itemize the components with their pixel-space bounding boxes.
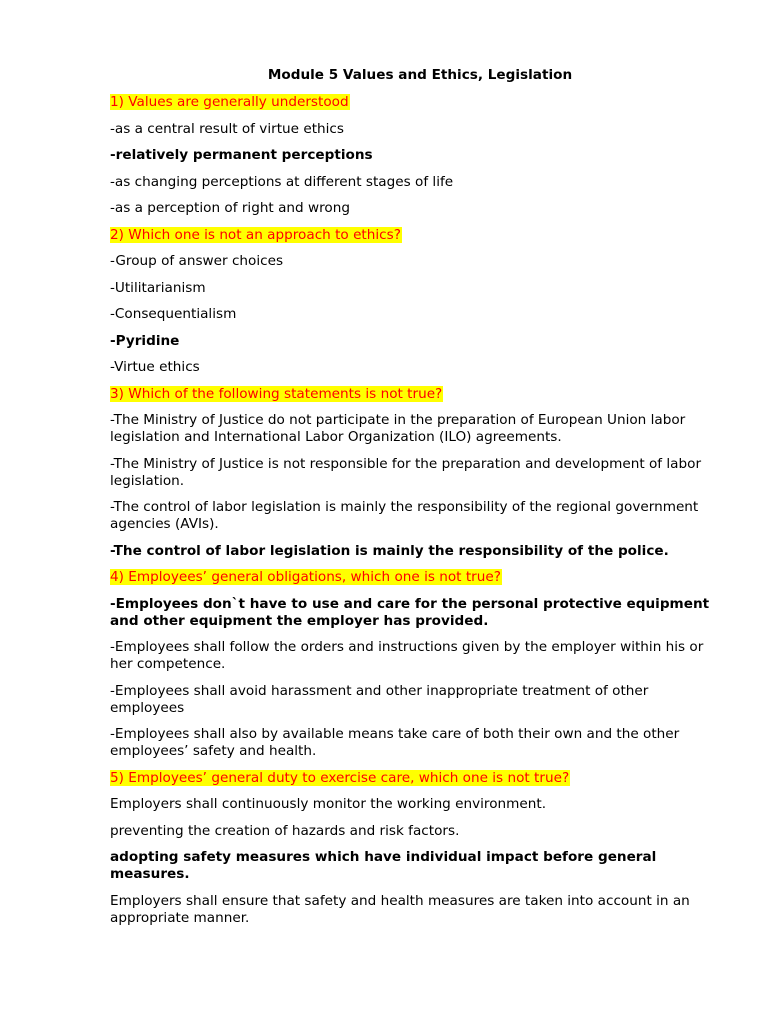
answer-option: -as a perception of right and wrong bbox=[110, 200, 350, 216]
question-list bbox=[110, 94, 720, 927]
answer-option: preventing the creation of hazards and risk factors. bbox=[110, 822, 460, 839]
answer-option: -Employees shall avoid harassment and other inappropriate treatment of other employees bbox=[110, 682, 649, 716]
question-text: 5) Employees’ general duty to exercise care, which one is not true? bbox=[110, 769, 570, 786]
question-1 bbox=[110, 94, 720, 111]
question-5 bbox=[110, 770, 720, 787]
question-text: 1) Values are generally understood bbox=[110, 94, 349, 110]
question-text: 4) Employees’ general obligations, which one is not true? bbox=[110, 569, 501, 585]
answer-option: -as a central result of virtue ethics bbox=[110, 120, 344, 137]
question-3 bbox=[110, 386, 720, 403]
document-page bbox=[110, 67, 720, 936]
answer-option: -The Ministry of Justice do not participate in the preparation of European Union labor legislation and International Labor Organization (ILO) agreements. bbox=[110, 412, 686, 445]
answer-option-marked: -Employees don`t have to use and care for the personal protective equipment and other equipment the employer has provided. bbox=[110, 595, 710, 629]
answer-option: -Utilitarianism bbox=[110, 279, 206, 296]
answer-option: Employers shall continuously monitor the working environment. bbox=[110, 796, 547, 812]
answer-option: -Consequentialism bbox=[110, 306, 237, 322]
question-text: 2) Which one is not an approach to ethics? bbox=[110, 226, 401, 243]
answer-option-marked: -The control of labor legislation is mainly the responsibility of the police. bbox=[110, 542, 669, 559]
answer-option-marked: adopting safety measures which have individual impact before general measures. bbox=[110, 849, 657, 882]
answer-option: -Group of answer choices bbox=[110, 253, 284, 269]
question-4 bbox=[110, 569, 720, 586]
answer-option: -The control of labor legislation is mainly the responsibility of the regional government agencies (AVIs). bbox=[110, 499, 699, 532]
answer-option: -Employees shall also by available means take care of both their own and the other employees’ safety and health. bbox=[110, 726, 680, 759]
answer-option: -as changing perceptions at different stages of life bbox=[110, 173, 454, 190]
question-2 bbox=[110, 227, 720, 244]
question-text: 3) Which of the following statements is not true? bbox=[110, 385, 443, 402]
answer-option: -Virtue ethics bbox=[110, 359, 200, 375]
answer-option: -The Ministry of Justice is not responsible for the preparation and development of labor legislation. bbox=[110, 455, 702, 489]
answer-option-marked: -relatively permanent perceptions bbox=[110, 147, 373, 163]
answer-option: Employers shall ensure that safety and health measures are taken into account in an appropriate manner. bbox=[110, 892, 690, 926]
answer-option: -Employees shall follow the orders and instructions given by the employer within his or her competence. bbox=[110, 639, 704, 672]
document-title: Module 5 Values and Ethics, Legislation bbox=[267, 67, 573, 83]
answer-option-marked: -Pyridine bbox=[110, 332, 180, 349]
